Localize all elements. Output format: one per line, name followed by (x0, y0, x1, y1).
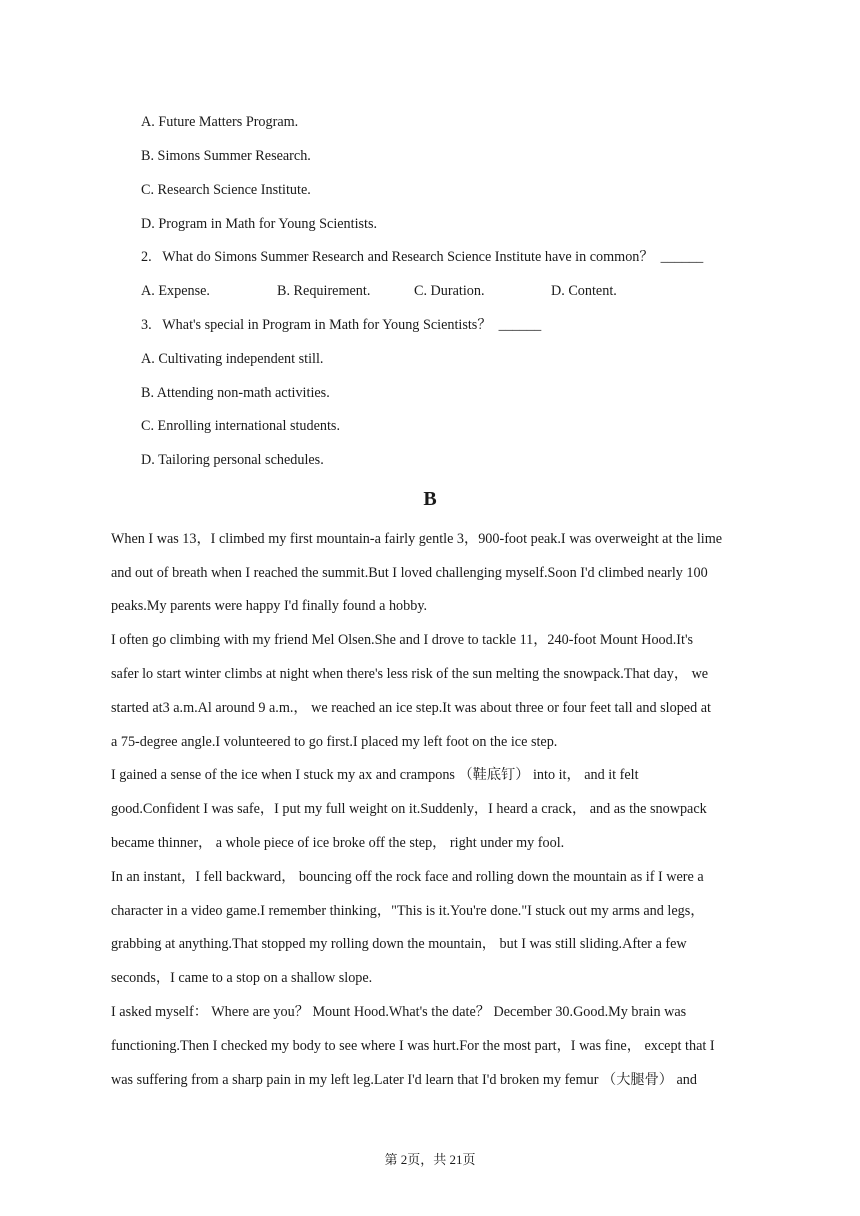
passage-line: was suffering from a sharp pain in my left leg.Later I'd learn that I'd broken my femur （大腿骨） and (111, 1072, 697, 1088)
page-footer: 第 2页，共 21页 (384, 1152, 476, 1167)
passage-line: When I was 13，I climbed my first mountain-a fairly gentle 3，900-foot peak.I was overweight at the lime (111, 531, 723, 547)
passage-line: functioning.Then I checked my body to see where I was hurt.For the most part，I was fine， except that I (111, 1038, 715, 1054)
q2-option-b: B. Requirement. (277, 283, 371, 299)
q2-options (141, 282, 617, 300)
passage-line: a 75-degree angle.I volunteered to go first.I placed my left foot on the ice step. (111, 734, 558, 750)
passage-line: good.Confident I was safe，I put my full weight on it.Suddenly，I heard a crack， and as the snowpack (111, 801, 707, 817)
q3-option-b: B. Attending non-math activities. (141, 385, 330, 401)
passage-line: and out of breath when I reached the summit.But I loved challenging myself.Soon I'd climbed nearly 100 (111, 565, 708, 581)
passage-line: seconds，I came to a stop on a shallow slope. (111, 970, 373, 986)
q1-option-d: D. Program in Math for Young Scientists. (141, 216, 378, 232)
q3-stem: 3. What's special in Program in Math for Young Scientists？ ______ (141, 317, 542, 333)
q1-option-c: C. Research Science Institute. (141, 182, 311, 198)
passage-line: grabbing at anything.That stopped my rolling down the mountain， but I was still sliding.After a few (111, 936, 687, 952)
q2-option-a: A. Expense. (141, 283, 210, 299)
q2-stem: 2. What do Simons Summer Research and Research Science Institute have in common？ ______ (141, 249, 704, 265)
q2-option-d: D. Content. (551, 283, 617, 299)
passage-line: became thinner， a whole piece of ice broke off the step， right under my fool. (111, 835, 565, 851)
passage-line: I gained a sense of the ice when I stuck my ax and crampons （鞋底钉） into it， and it felt (111, 767, 639, 783)
passage-line: character in a video game.I remember thinking，"This is it.You're done."I stuck out my arms and legs， (111, 903, 705, 919)
q1-option-b: B. Simons Summer Research. (141, 148, 311, 164)
q3-option-d: D. Tailoring personal schedules. (141, 452, 324, 468)
passage-line: I asked myself： Where are you？ Mount Hood.What's the date？ December 30.Good.My brain was (111, 1004, 687, 1020)
passage-line: peaks.My parents were happy I'd finally found a hobby. (111, 598, 428, 614)
q3-option-a: A. Cultivating independent still. (141, 351, 324, 367)
passage-line: In an instant，I fell backward， bouncing off the rock face and rolling down the mountain as if I were a (111, 869, 704, 885)
section-heading: B (423, 488, 437, 510)
passage-line: I often go climbing with my friend Mel Olsen.She and I drove to tackle 11，240-foot Mount Hood.It's (111, 632, 694, 648)
passage-line: safer lo start winter climbs at night when there's less risk of the sun melting the snowpack.That day， we (111, 666, 709, 682)
passage-line: started at3 a.m.Al around 9 a.m.， we reached an ice step.It was about three or four feet tall and sloped at (111, 700, 711, 716)
q2-option-c: C. Duration. (414, 283, 485, 299)
q1-option-a: A. Future Matters Program. (141, 114, 299, 130)
q3-option-c: C. Enrolling international students. (141, 418, 340, 434)
